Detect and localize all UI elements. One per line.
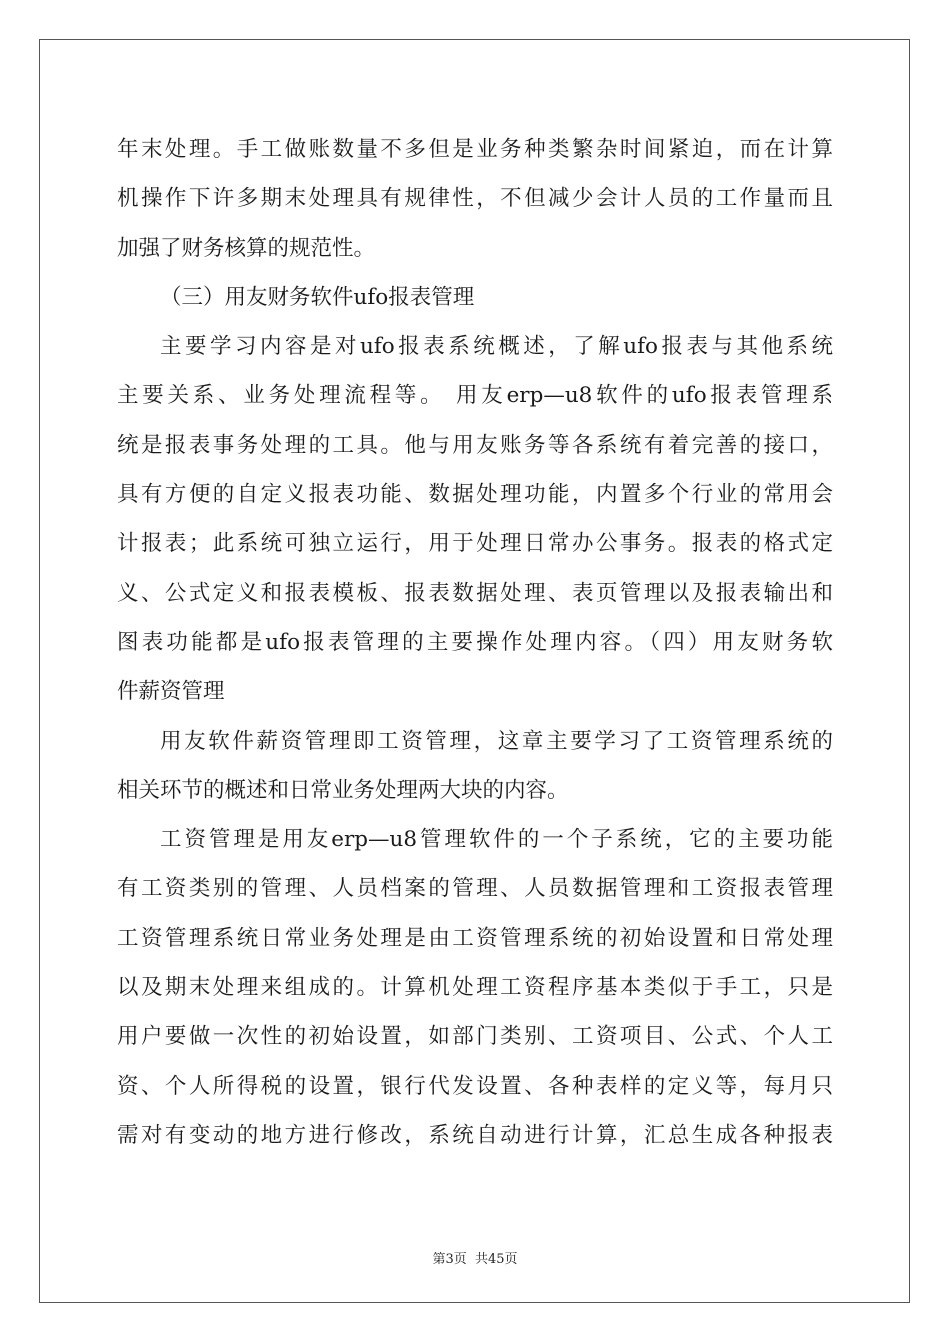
text-line: 具有方便的自定义报表功能、数据处理功能，内置多个行业的常用会 — [117, 482, 833, 508]
page-total: 共45页 — [474, 1252, 518, 1267]
text-line: （三）用友财务软件ufo报表管理 — [160, 284, 475, 310]
document-body — [117, 125, 833, 1160]
text-line: 需对有变动的地方进行修改，系统自动进行计算，汇总生成各种报表 — [117, 1122, 833, 1148]
text-line: 相关环节的概述和日常业务处理两大块的内容。 — [117, 777, 569, 803]
text-line: 工资管理是用友erp—u8管理软件的一个子系统，它的主要功能 — [160, 827, 833, 853]
text-line: 加强了财务核算的规范性。 — [117, 235, 376, 261]
text-line: 主要学习内容是对ufo报表系统概述，了解ufo报表与其他系统 — [160, 334, 833, 360]
text-line: 统是报表事务处理的工具。他与用友账务等各系统有着完善的接口， — [117, 432, 833, 458]
text-line: 图表功能都是ufo报表管理的主要操作处理内容。（四）用友财务软 — [117, 629, 833, 655]
text-line: 工资管理系统日常业务处理是由工资管理系统的初始设置和日常处理 — [117, 925, 833, 951]
text-line: 用户要做一次性的初始设置，如部门类别、工资项目、公式、个人工 — [117, 1024, 833, 1050]
text-line: 机操作下许多期末处理具有规律性，不但减少会计人员的工作量而且 — [117, 186, 833, 212]
text-line: 计报表；此系统可独立运行，用于处理日常办公事务。报表的格式定 — [117, 531, 833, 557]
text-line: 以及期末处理来组成的。计算机处理工资程序基本类似于手工，只是 — [117, 975, 833, 1001]
page-footer — [0, 1248, 950, 1267]
text-line: 年末处理。手工做账数量不多但是业务种类繁杂时间紧迫，而在计算 — [117, 137, 833, 162]
text-line: 件薪资管理 — [117, 679, 225, 705]
text-line: 义、公式定义和报表模板、报表数据处理、表页管理以及报表输出和 — [117, 580, 833, 606]
text-line: 用友软件薪资管理即工资管理，这章主要学习了工资管理系统的 — [160, 728, 833, 754]
page-number: 第3页 — [432, 1252, 467, 1267]
text-line: 资、个人所得税的设置，银行代发设置、各种表样的定义等，每月只 — [117, 1073, 833, 1099]
text-line: 主要关系、业务处理流程等。 用友erp—u8软件的ufo报表管理系 — [117, 383, 833, 409]
text-line: 有工资类别的管理、人员档案的管理、人员数据管理和工资报表管理 — [117, 876, 833, 902]
